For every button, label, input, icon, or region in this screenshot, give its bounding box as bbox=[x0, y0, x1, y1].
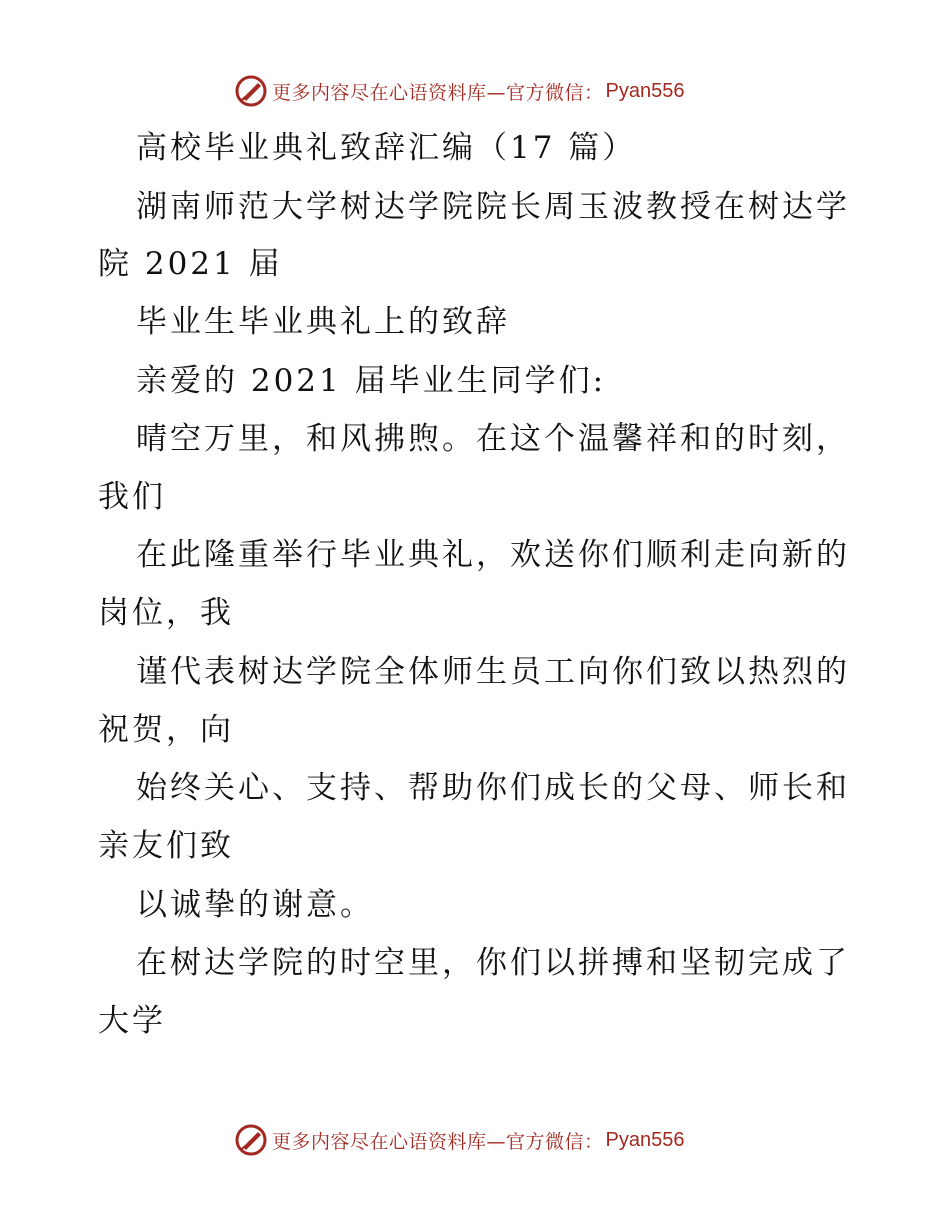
document-line: 始终关心、支持、帮助你们成长的父母、师长和 bbox=[136, 770, 850, 806]
watermark-text: 更多内容尽在心语资料库—官方微信： bbox=[272, 1130, 604, 1153]
document-line: 院 2021 届 bbox=[98, 246, 283, 282]
document-line: 晴空万里，和风拂煦。在这个温馨祥和的时刻， bbox=[136, 421, 850, 457]
quill-logo-icon bbox=[234, 1123, 268, 1157]
document-title: 高校毕业典礼致辞汇编（17 篇） bbox=[136, 130, 637, 166]
document-line: 毕业生毕业典礼上的致辞 bbox=[136, 304, 510, 340]
document-line: 大学 bbox=[98, 1003, 166, 1039]
footer-watermark bbox=[234, 1122, 684, 1158]
document-line: 我们 bbox=[98, 479, 166, 515]
document-line: 以诚挚的谢意。 bbox=[136, 887, 374, 923]
document-line: 在树达学院的时空里，你们以拼搏和坚韧完成了 bbox=[136, 945, 850, 981]
document-line: 亲爱的 2021 届毕业生同学们: bbox=[136, 363, 607, 399]
document-line: 谨代表树达学院全体师生员工向你们致以热烈的 bbox=[136, 654, 850, 690]
document-line: 亲友们致 bbox=[98, 828, 234, 864]
quill-logo-icon bbox=[234, 74, 268, 108]
watermark-wechat-id: Pyan556 bbox=[605, 1128, 685, 1151]
document-line: 湖南师范大学树达学院院长周玉波教授在树达学 bbox=[136, 189, 850, 225]
watermark-text: 更多内容尽在心语资料库—官方微信： bbox=[272, 81, 604, 104]
watermark-wechat-id: Pyan556 bbox=[605, 79, 685, 102]
header-watermark bbox=[234, 73, 684, 109]
document-line: 祝贺，向 bbox=[98, 712, 234, 748]
document-line: 在此隆重举行毕业典礼，欢送你们顺利走向新的 bbox=[136, 537, 850, 573]
document-line: 岗位，我 bbox=[98, 595, 234, 631]
